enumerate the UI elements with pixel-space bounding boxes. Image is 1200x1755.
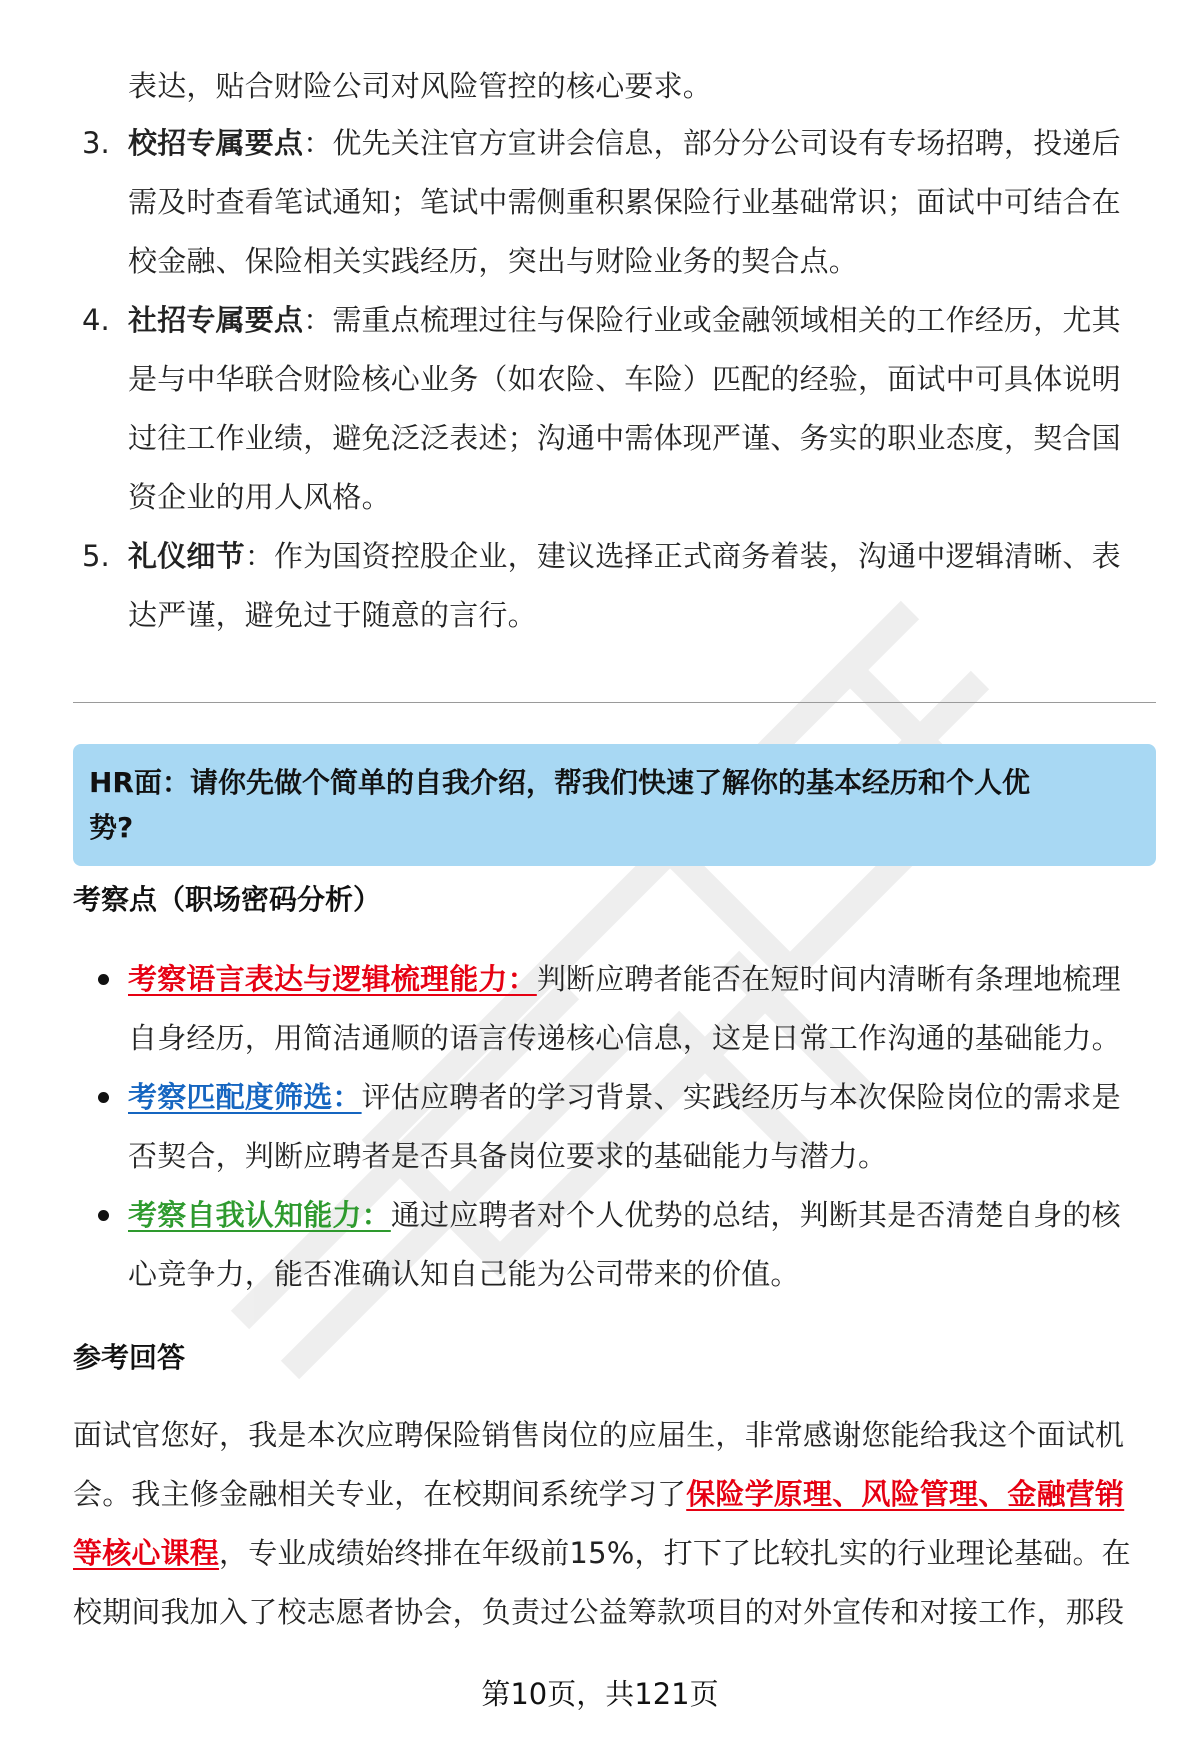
reference-line: 会。我主修金融相关专业，在校期间系统学习了保险学原理、风险管理、金融营销: [73, 1477, 1125, 1511]
item-title: 礼仪细节: [128, 539, 245, 573]
reference-line: 等核心课程，专业成绩始终排在年级前15%，打下了比较扎实的行业理论基础。在: [73, 1536, 1131, 1570]
keyword: 考察自我认知能力：: [128, 1198, 391, 1232]
list-item-line: 是与中华联合财险核心业务（如农险、车险）匹配的经验，面试中可具体说明: [128, 362, 1121, 396]
item-title: 社招专属要点: [128, 303, 304, 337]
list-item: 校招专属要点：优先关注官方宣讲会信息，部分分公司设有专场招聘，投递后: [128, 126, 1121, 160]
page-footer: 第10页，共121页: [481, 1677, 719, 1711]
reference-line: 面试官您好，我是本次应聘保险销售岗位的应届生，非常感谢您能给我这个面试机: [73, 1418, 1125, 1452]
bullet-icon: [98, 1092, 109, 1103]
bullet-icon: [98, 974, 109, 985]
item-title: 校招专属要点: [128, 126, 304, 160]
assessment-line: 心竞争力，能否准确认知自己能为公司带来的价值。: [128, 1257, 800, 1291]
list-item: 礼仪细节：作为国资控股企业，建议选择正式商务着装，沟通中逻辑清晰、表: [128, 539, 1121, 573]
assessment-line: 否契合，判断应聘者是否具备岗位要求的基础能力与潜力。: [128, 1139, 888, 1173]
assessment-point: 考察匹配度筛选：评估应聘者的学习背景、实践经历与本次保险岗位的需求是: [128, 1080, 1121, 1114]
list-item: 社招专属要点：需重点梳理过往与保险行业或金融领域相关的工作经历，尤其: [128, 303, 1121, 337]
question-box: [73, 744, 1156, 866]
list-item-line: 需及时查看笔试通知；笔试中需侧重积累保险行业基础常识；面试中可结合在: [128, 185, 1121, 219]
bullet-icon: [98, 1210, 109, 1221]
continuation-line: 表达，贴合财险公司对风险管控的核心要求。: [128, 69, 713, 103]
reference-heading: 参考回答: [73, 1341, 186, 1374]
reference-line: 校期间我加入了校志愿者协会，负责过公益筹款项目的对外宣传和对接工作，那段: [73, 1595, 1125, 1629]
assessment-point: 考察自我认知能力：通过应聘者对个人优势的总结，判断其是否清楚自身的核: [128, 1198, 1121, 1232]
highlight: 等核心课程: [73, 1536, 220, 1570]
list-item-line: 达严谨，避免过于随意的言行。: [128, 598, 537, 632]
assessment-point: 考察语言表达与逻辑梳理能力：判断应聘者能否在短时间内清晰有条理地梳理: [128, 962, 1121, 996]
keyword: 考察语言表达与逻辑梳理能力：: [128, 962, 537, 996]
assessment-heading: 考察点（职场密码分析）: [73, 883, 382, 916]
list-item-line: 校金融、保险相关实践经历，突出与财险业务的契合点。: [128, 244, 859, 278]
keyword: 考察匹配度筛选：: [128, 1080, 362, 1114]
list-number: 5.: [82, 539, 110, 573]
list-item-line: 过往工作业绩，避免泛泛表述；沟通中需体现严谨、务实的职业态度，契合国: [128, 421, 1121, 455]
section-divider: [73, 702, 1156, 703]
highlight: 保险学原理、风险管理、金融营销: [686, 1477, 1125, 1511]
list-number: 3.: [82, 126, 110, 160]
list-item-line: 资企业的用人风格。: [128, 480, 391, 514]
list-number: 4.: [82, 303, 110, 337]
question-text: HR面：请你先做个简单的自我介绍，帮我们快速了解你的基本经历和个人优 势?: [89, 766, 1030, 844]
assessment-line: 自身经历，用简洁通顺的语言传递核心信息，这是日常工作沟通的基础能力。: [128, 1021, 1121, 1055]
